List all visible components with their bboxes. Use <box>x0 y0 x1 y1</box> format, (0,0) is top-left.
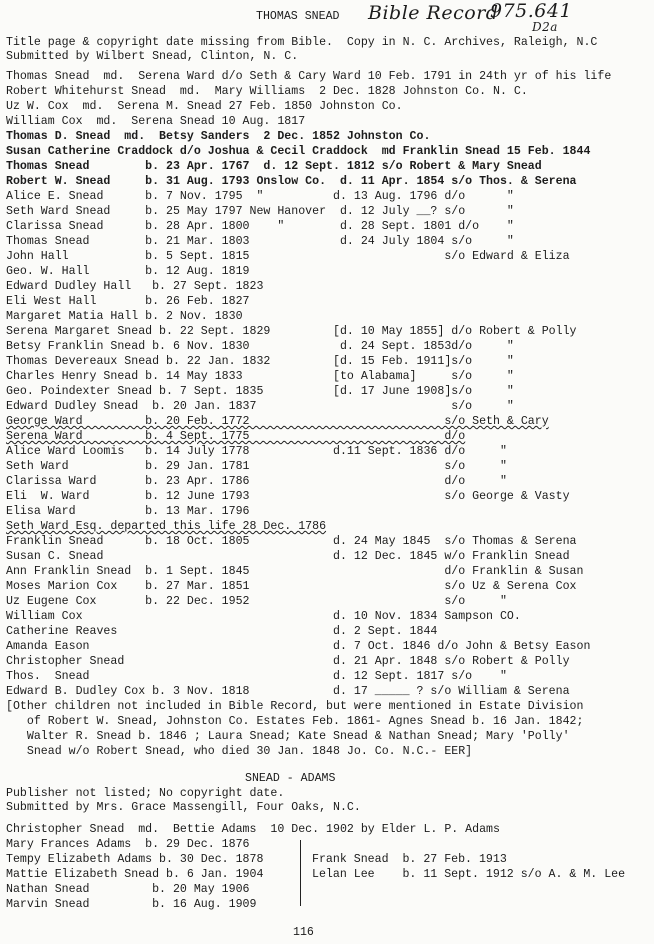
record-line: Edward Dudley Hall b. 27 Sept. 1823 <box>6 280 264 293</box>
column-divider <box>300 840 301 906</box>
record-line: Eli West Hall b. 26 Feb. 1827 <box>6 295 250 308</box>
handwritten-call-number: 975.641 <box>490 0 573 22</box>
record-line: Geo. W. Hall b. 12 Aug. 1819 <box>6 265 250 278</box>
record-line: Christopher Snead d. 21 Apr. 1848 s/o Robert & Polly <box>6 655 570 668</box>
record-line: Eli W. Ward b. 12 June 1793 s/o George & Vasty <box>6 490 570 503</box>
section-right-line: Frank Snead b. 27 Feb. 1913 <box>312 853 507 866</box>
page-number: 116 <box>293 926 314 939</box>
section-left-line: Mary Frances Adams b. 29 Dec. 1876 <box>6 838 250 851</box>
record-line: Thomas Snead b. 23 Apr. 1767 d. 12 Sept. 1812 s/o Robert & Mary Snead <box>6 160 542 173</box>
page-title: THOMAS SNEAD <box>256 10 340 23</box>
record-line: Catherine Reaves d. 2 Sept. 1844 <box>6 625 438 638</box>
note-line: Snead w/o Robert Snead, who died 30 Jan. 1848 Jo. Co. N.C.- EER] <box>6 745 473 758</box>
record-line: Seth Ward Esq. departed this life 28 Dec. 1786 <box>6 520 327 533</box>
marriage-line: William Cox md. Serena Snead 10 Aug. 1817 <box>6 115 306 128</box>
note-line: Walter R. Snead b. 1846 ; Laura Snead; Kate Snead & Nathan Snead; Mary 'Polly' <box>6 730 570 743</box>
record-line: Thomas Snead b. 21 Mar. 1803 d. 24 July 1804 s/o " <box>6 235 514 248</box>
record-line: Elisa Ward b. 13 Mar. 1796 <box>6 505 250 518</box>
record-line: Franklin Snead b. 18 Oct. 1805 d. 24 May 1845 s/o Thomas & Serena <box>6 535 577 548</box>
record-line: Alice Ward Loomis b. 14 July 1778 d.11 Sept. 1836 d/o " <box>6 445 507 458</box>
record-line: Robert W. Snead b. 31 Aug. 1793 Onslow Co. d. 11 Apr. 1854 s/o Thos. & Serena <box>6 175 577 188</box>
record-line: Thomas Devereaux Snead b. 22 Jan. 1832 [d. 15 Feb. 1911]s/o " <box>6 355 514 368</box>
section-intro-line: Publisher not listed; No copyright date. <box>6 787 285 800</box>
section-left-line: Nathan Snead b. 20 May 1906 <box>6 883 250 896</box>
section-title: SNEAD - ADAMS <box>245 772 336 785</box>
record-line: Seth Ward b. 29 Jan. 1781 s/o " <box>6 460 507 473</box>
record-line: Thos. Snead d. 12 Sept. 1817 s/o " <box>6 670 507 683</box>
record-line: Seth Ward Snead b. 25 May 1797 New Hanover d. 12 July __? s/o " <box>6 205 514 218</box>
record-line: Charles Henry Snead b. 14 May 1833 [to Alabama] s/o " <box>6 370 514 383</box>
record-line: Edward B. Dudley Cox b. 3 Nov. 1818 d. 17 _____ ? s/o William & Serena <box>6 685 570 698</box>
record-line: Edward Dudley Snead b. 20 Jan. 1837 s/o " <box>6 400 514 413</box>
section-left-line: Tempy Elizabeth Adams b. 30 Dec. 1878 <box>6 853 264 866</box>
record-line: Moses Marion Cox b. 27 Mar. 1851 s/o Uz & Serena Cox <box>6 580 577 593</box>
section-right-line: Lelan Lee b. 11 Sept. 1912 s/o A. & M. Lee <box>312 868 626 881</box>
handwritten-call-number-2: D2a <box>532 20 558 34</box>
record-line: William Cox d. 10 Nov. 1834 Sampson CO. <box>6 610 521 623</box>
record-line: Amanda Eason d. 7 Oct. 1846 d/o John & Betsy Eason <box>6 640 591 653</box>
record-line: John Hall b. 5 Sept. 1815 s/o Edward & Eliza <box>6 250 570 263</box>
record-line: Betsy Franklin Snead b. 6 Nov. 1830 d. 24 Sept. 1853d/o " <box>6 340 514 353</box>
section-marriage-line: Christopher Snead md. Bettie Adams 10 Dec. 1902 by Elder L. P. Adams <box>6 823 500 836</box>
marriage-line: Uz W. Cox md. Serena M. Snead 27 Feb. 1850 Johnston Co. <box>6 100 403 113</box>
section-left-line: Mattie Elizabeth Snead b. 6 Jan. 1904 <box>6 868 264 881</box>
marriage-line: Robert Whitehurst Snead md. Mary Williams 2 Dec. 1828 Johnston Co. N. C. <box>6 85 528 98</box>
record-line: Uz Eugene Cox b. 22 Dec. 1952 s/o " <box>6 595 507 608</box>
intro-line: Submitted by Wilbert Snead, Clinton, N. C. <box>6 50 299 63</box>
record-line: Clarissa Snead b. 28 Apr. 1800 " d. 28 Sept. 1801 d/o " <box>6 220 514 233</box>
section-intro-line: Submitted by Mrs. Grace Massengill, Four Oaks, N.C. <box>6 801 361 814</box>
record-line: Ann Franklin Snead b. 1 Sept. 1845 d/o Franklin & Susan <box>6 565 584 578</box>
record-line: Margaret Matia Hall b. 2 Nov. 1830 <box>6 310 243 323</box>
marriage-line: Thomas Snead md. Serena Ward d/o Seth & Cary Ward 10 Feb. 1791 in 24th yr of his life <box>6 70 612 83</box>
note-line: of Robert W. Snead, Johnston Co. Estates Feb. 1861- Agnes Snead b. 16 Jan. 1842; <box>6 715 584 728</box>
handwritten-note: Bible Record <box>368 2 499 24</box>
intro-line: Title page & copyright date missing from Bible. Copy in N. C. Archives, Raleigh, N.C <box>6 36 598 49</box>
record-line: Alice E. Snead b. 7 Nov. 1795 " d. 13 Aug. 1796 d/o " <box>6 190 514 203</box>
note-line: [Other children not included in Bible Record, but were mentioned in Estate Division <box>6 700 584 713</box>
marriage-line: Susan Catherine Craddock d/o Joshua & Cecil Craddock md Franklin Snead 15 Feb. 1844 <box>6 145 591 158</box>
record-line: Serena Margaret Snead b. 22 Sept. 1829 [d. 10 May 1855] d/o Robert & Polly <box>6 325 577 338</box>
record-line: Geo. Poindexter Snead b. 7 Sept. 1835 [d. 17 June 1908]s/o " <box>6 385 514 398</box>
record-line: Susan C. Snead d. 12 Dec. 1845 w/o Franklin Snead <box>6 550 570 563</box>
record-line: Clarissa Ward b. 23 Apr. 1786 d/o " <box>6 475 507 488</box>
record-line: Serena Ward b. 4 Sept. 1775 d/o <box>6 430 466 443</box>
section-left-line: Marvin Snead b. 16 Aug. 1909 <box>6 898 257 911</box>
marriage-line: Thomas D. Snead md. Betsy Sanders 2 Dec. 1852 Johnston Co. <box>6 130 431 143</box>
record-line: George Ward b. 20 Feb. 1772 s/o Seth & Cary <box>6 415 549 428</box>
